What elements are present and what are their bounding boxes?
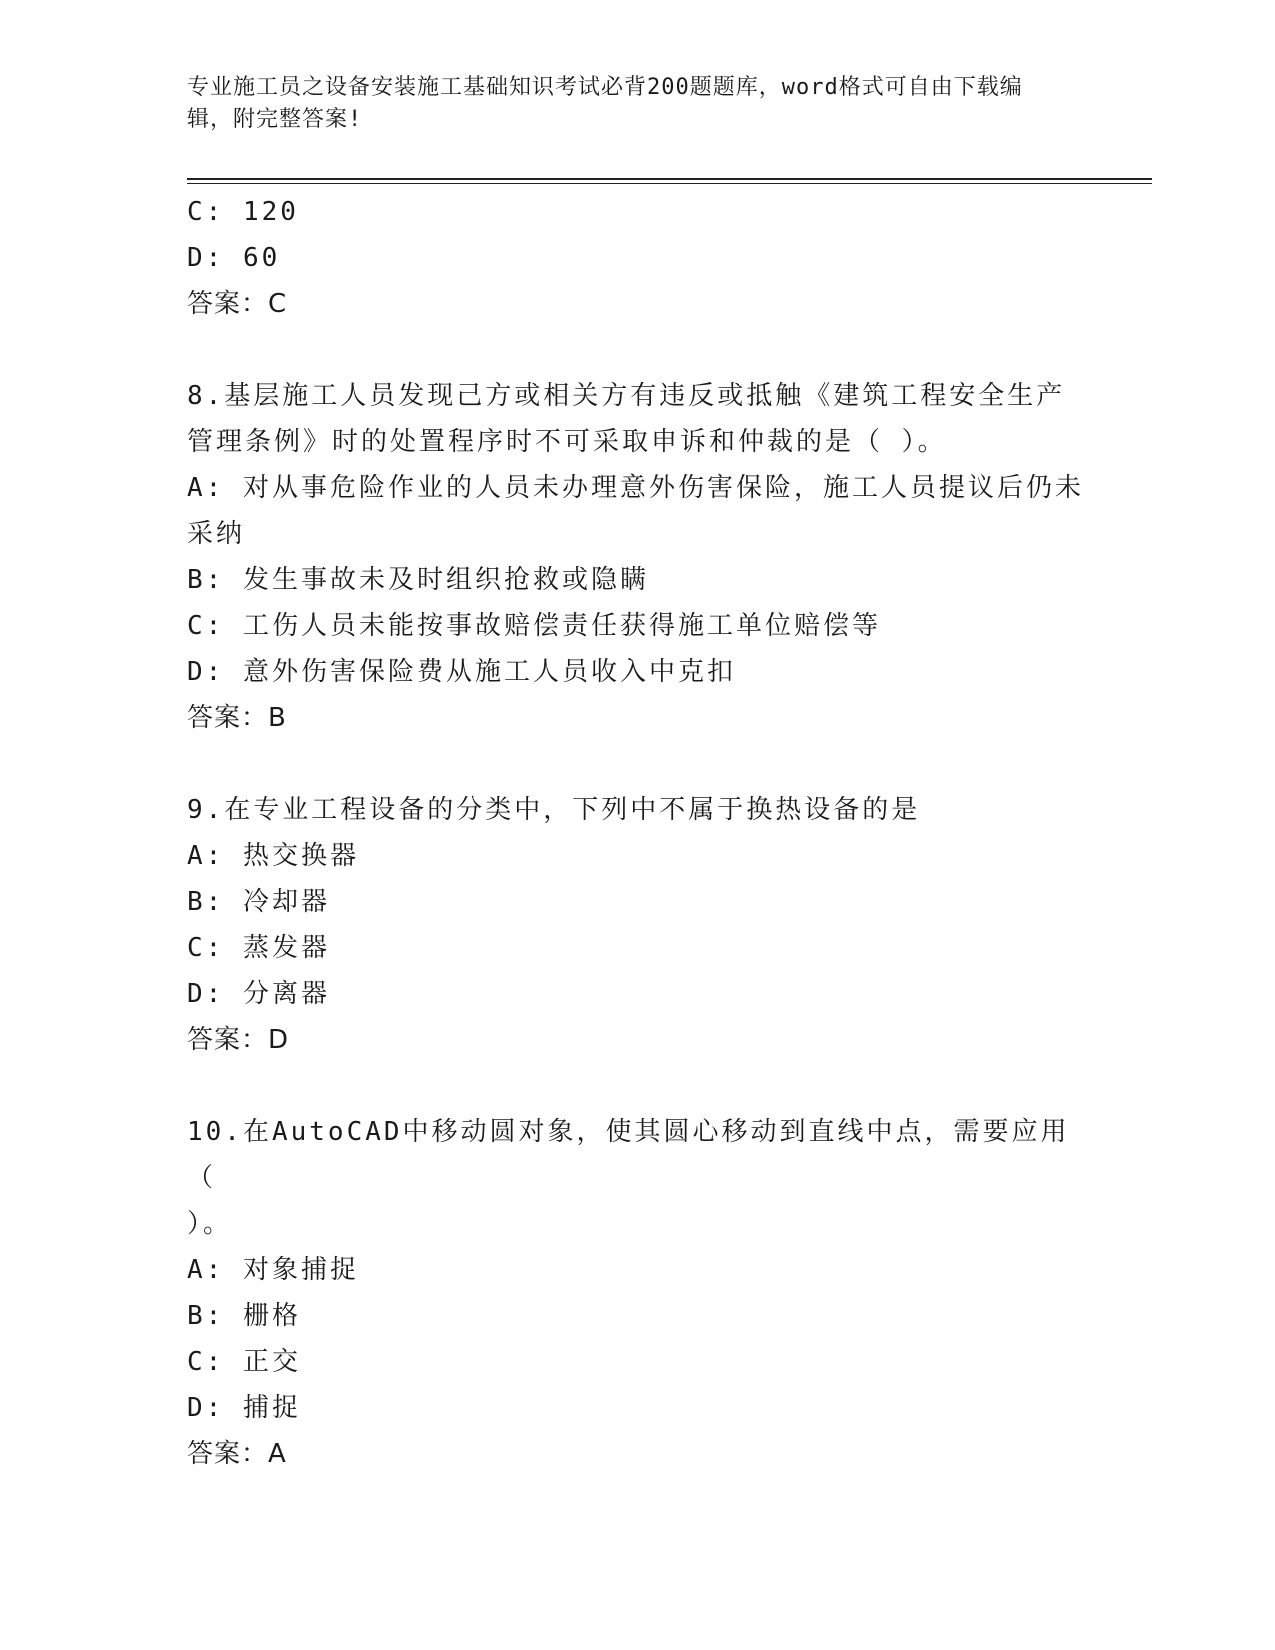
question-8 — [187, 373, 1087, 741]
spacer — [187, 327, 1087, 373]
spacer — [187, 741, 1087, 787]
question-text-line: 8.基层施工人员发现己方或相关方有违反或抵触《建筑工程安全生产 — [187, 381, 1066, 411]
question-7-tail — [187, 189, 1087, 327]
answer: 答案：D — [187, 1025, 290, 1055]
option-c: C: 蒸发器 — [187, 933, 330, 963]
option-a: A: 热交换器 — [187, 841, 359, 871]
spacer — [187, 1063, 1087, 1109]
option-c: C: 工伤人员未能按事故赔偿责任获得施工单位赔偿等 — [187, 611, 881, 641]
header-title: 专业施工员之设备安装施工基础知识考试必背200题题库，word格式可自由下载编辑，附完整答案! — [187, 75, 1023, 132]
question-10 — [187, 1109, 1087, 1477]
option-a-continued: 采纳 — [187, 519, 246, 549]
option-d: D: 捕捉 — [187, 1393, 301, 1423]
option-d: D: 60 — [187, 243, 281, 273]
option-b: B: 发生事故未及时组织抢救或隐瞒 — [187, 565, 649, 595]
header-rule-thin — [187, 183, 1152, 184]
answer: 答案：A — [187, 1439, 287, 1469]
answer: 答案：C — [187, 289, 288, 319]
option-c: C: 正交 — [187, 1347, 301, 1377]
document-header — [187, 72, 1067, 136]
option-d: D: 分离器 — [187, 979, 330, 1009]
header-rule-thick — [187, 178, 1152, 180]
question-text-line: 管理条例》时的处置程序时不可采取申诉和仲裁的是（ ）。 — [187, 427, 947, 457]
question-9 — [187, 787, 1087, 1063]
option-c: C: 120 — [187, 197, 299, 227]
question-text-line: 10.在AutoCAD中移动圆对象，使其圆心移动到直线中点，需要应用（ — [187, 1117, 1070, 1193]
answer: 答案：B — [187, 703, 287, 733]
document-body — [187, 189, 1087, 1477]
option-a: A: 对从事危险作业的人员未办理意外伤害保险，施工人员提议后仍未 — [187, 473, 1084, 503]
question-text-line: ）。 — [187, 1209, 233, 1239]
option-b: B: 冷却器 — [187, 887, 330, 917]
option-d: D: 意外伤害保险费从施工人员收入中克扣 — [187, 657, 736, 687]
option-a: A: 对象捕捉 — [187, 1255, 359, 1285]
question-text: 9.在专业工程设备的分类中，下列中不属于换热设备的是 — [187, 795, 921, 825]
option-b: B: 栅格 — [187, 1301, 301, 1331]
